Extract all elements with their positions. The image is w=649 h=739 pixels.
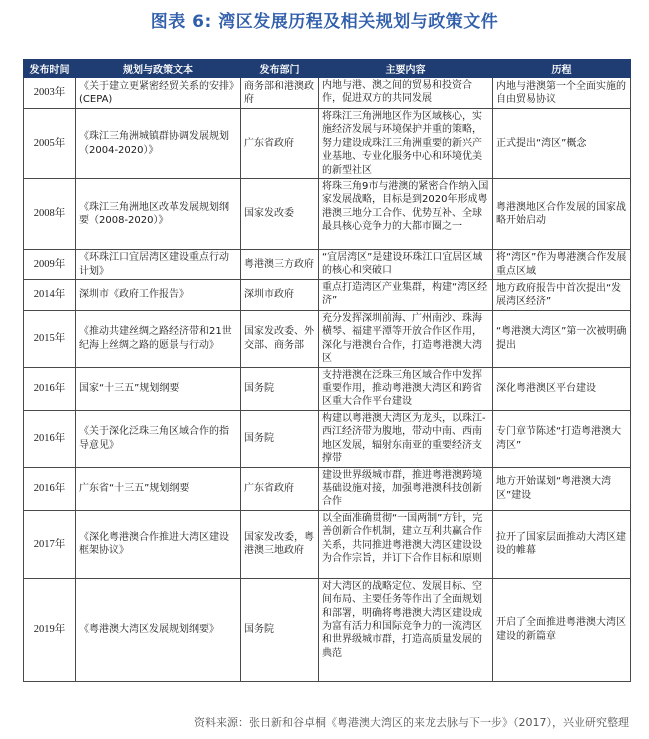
content-cell: 对大湾区的战略定位、发展目标、空间布局、主要任务等作出了全面规划和部署，明确将粤港澳大湾区建设成为富有活力和国际竞争力的一流湾区和世界级城市群，打造高质量发展的典范 (319, 578, 493, 681)
document-cell: 《粤港澳大湾区发展规划纲要》 (76, 578, 241, 681)
year-cell: 2003年 (24, 78, 76, 109)
header-content: 主要内容 (319, 60, 493, 78)
department-cell: 广东省政府 (241, 467, 319, 510)
table-row (24, 467, 631, 510)
department-cell: 国家发改委、外交部、商务部 (241, 311, 319, 368)
table-row (24, 311, 631, 368)
year-cell: 2008年 (24, 179, 76, 250)
table-row (24, 367, 631, 410)
table-row (24, 179, 631, 250)
year-cell: 2014年 (24, 280, 76, 311)
source-note: 资料来源：张日新和谷卓桐《粤港澳大湾区的来龙去脉与下一步》（2017），兴业研究整理 (194, 716, 629, 729)
milestone-cell: 地方政府报告中首次提出“发展湾区经济” (493, 280, 631, 311)
department-cell: 国家发改委 (241, 179, 319, 250)
year-cell: 2015年 (24, 311, 76, 368)
year-cell: 2016年 (24, 410, 76, 467)
document-cell: 广东省“十三五”规划纲要 (76, 467, 241, 510)
document-cell: 《珠江三角洲地区改革发展规划纲要（2008-2020）》 (76, 179, 241, 250)
milestone-cell: 拉开了国家层面推动大湾区建设的帷幕 (493, 510, 631, 578)
year-cell: 2005年 (24, 109, 76, 179)
department-cell: 商务部和港澳政府 (241, 78, 319, 109)
content-cell: 将珠三角9市与港澳的紧密合作纳入国家发展战略，目标是到2020年形成粤港澳三地分工合作、优势互补、全球最具核心竞争力的大都市圈之一 (319, 179, 493, 250)
department-cell: 粤港澳三方政府 (241, 250, 319, 280)
policy-table (23, 59, 631, 682)
department-cell: 国家发改委，粤港澳三地政府 (241, 510, 319, 578)
table-row (24, 280, 631, 311)
document-cell: 《深化粤港澳合作推进大湾区建设框架协议》 (76, 510, 241, 578)
table-row (24, 250, 631, 280)
milestone-cell: 将“湾区”作为粤港澳合作发展重点区域 (493, 250, 631, 280)
milestone-cell: 正式提出“湾区”概念 (493, 109, 631, 179)
header-year: 发布时间 (24, 60, 76, 78)
milestone-cell: 开启了全面推进粤港澳大湾区建设的新篇章 (493, 578, 631, 681)
content-cell: 将珠江三角洲地区作为区域核心，实施经济发展与环境保护并重的策略，努力建设成珠江三角洲重要的新兴产业基地、专业化服务中心和环境优美的新型社区 (319, 109, 493, 179)
year-cell: 2016年 (24, 467, 76, 510)
milestone-cell: 内地与港澳第一个全面实施的自由贸易协议 (493, 78, 631, 109)
header-department: 发布部门 (241, 60, 319, 78)
milestone-cell: 地方开始谋划“粤港澳大湾区”建设 (493, 467, 631, 510)
department-cell: 深圳市政府 (241, 280, 319, 311)
header-milestone: 历程 (493, 60, 631, 78)
table-row (24, 510, 631, 578)
department-cell: 国务院 (241, 578, 319, 681)
table-row (24, 78, 631, 109)
year-cell: 2017年 (24, 510, 76, 578)
table-row (24, 109, 631, 179)
document-cell: 《关于深化泛珠三角区域合作的指导意见》 (76, 410, 241, 467)
content-cell: “宜居湾区”是建设环珠江口宜居区域的核心和突破口 (319, 250, 493, 280)
department-cell: 广东省政府 (241, 109, 319, 179)
content-cell: 重点打造湾区产业集群，构建“湾区经济” (319, 280, 493, 311)
year-cell: 2009年 (24, 250, 76, 280)
department-cell: 国务院 (241, 367, 319, 410)
table-header-row (24, 60, 631, 78)
year-cell: 2016年 (24, 367, 76, 410)
content-cell: 充分发挥深圳前海、广州南沙、珠海横琴、福建平潭等开放合作区作用，深化与港澳台合作，打造粤港澳大湾区 (319, 311, 493, 368)
document-cell: 深圳市《政府工作报告》 (76, 280, 241, 311)
content-cell: 内地与港、澳之间的贸易和投资合作，促进双方的共同发展 (319, 78, 493, 109)
department-cell: 国务院 (241, 410, 319, 467)
milestone-cell: “粤港澳大湾区”第一次被明确提出 (493, 311, 631, 368)
page-title: 图表 6: 湾区发展历程及相关规划与政策文件 (150, 12, 499, 32)
milestone-cell: 粤港澳地区合作发展的国家战略开始启动 (493, 179, 631, 250)
document-cell: 国家“十三五”规划纲要 (76, 367, 241, 410)
content-cell: 支持港澳在泛珠三角区域合作中发挥重要作用，推动粤港澳大湾区和跨省区重大合作平台建设 (319, 367, 493, 410)
header-document: 规划与政策文本 (76, 60, 241, 78)
content-cell: 构建以粤港澳大湾区为龙头，以珠江-西江经济带为腹地，带动中南、西南地区发展，辐射东南亚的重要经济支撑带 (319, 410, 493, 467)
milestone-cell: 专门章节陈述“打造粤港澳大湾区” (493, 410, 631, 467)
content-cell: 以全面准确贯彻“一国两制”方针，完善创新合作机制，建立互利共赢合作关系，共同推进粤港澳大湾区建设设为合作宗旨，并订下合作目标和原则 (319, 510, 493, 578)
document-cell: 《推动共建丝绸之路经济带和21世纪海上丝绸之路的愿景与行动》 (76, 311, 241, 368)
year-cell: 2019年 (24, 578, 76, 681)
document-cell: 《环珠江口宜居湾区建设重点行动计划》 (76, 250, 241, 280)
table-row (24, 410, 631, 467)
milestone-cell: 深化粤港澳区平台建设 (493, 367, 631, 410)
content-cell: 建设世界级城市群，推进粤港澳跨境基础设施对接，加强粤港澳科技创新合作 (319, 467, 493, 510)
document-cell: 《珠江三角洲城镇群协调发展规划（2004-2020）》 (76, 109, 241, 179)
document-cell: 《关于建立更紧密经贸关系的安排》(CEPA) (76, 78, 241, 109)
table-row (24, 578, 631, 681)
